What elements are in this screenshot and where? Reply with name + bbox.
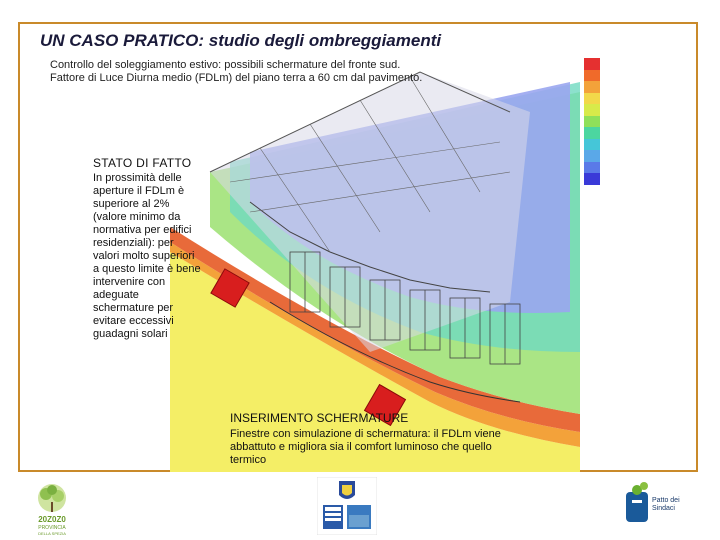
logo-left-text-1: 20Z0Z0 xyxy=(38,515,66,524)
patto-dei-sindaci-logo xyxy=(622,480,694,530)
logo-left-text-3: DELLA SPEZIA xyxy=(38,531,66,536)
existing-state-text: In prossimità delle aperture il FDLm è superiore al 2% (valore minimo da normativa per edifici residenziali): per valori molto superiori a questo limite è bene intervenire con adeguate schermature per evitare eccessivi guadagni solari xyxy=(93,172,201,340)
slide-frame xyxy=(18,22,698,472)
shading-text: Finestre con simulazione di schermatura: il FDLm viene abbattuto e migliora sia il comfort luminoso che quello termico xyxy=(230,428,501,466)
legend-swatch xyxy=(584,104,600,116)
patto-text-1: Patto dei xyxy=(652,497,680,504)
slide-title: UN CASO PRATICO: studio degli ombreggiamenti xyxy=(40,31,442,50)
legend-swatch xyxy=(584,81,600,93)
legend-swatch xyxy=(584,139,600,151)
legend-swatch xyxy=(584,58,600,70)
subtitle-line-1: Controllo del soleggiamento estivo: possibili schermature del fronte sud. xyxy=(50,59,401,71)
daylight-simulation-render xyxy=(170,52,580,472)
shading-heading: INSERIMENTO SCHERMATURE xyxy=(230,411,409,425)
patto-figure-icon xyxy=(626,492,648,522)
color-scale-legend xyxy=(584,58,600,185)
patto-text-2: Sindaci xyxy=(652,505,675,512)
subtitle-line-2: Fattore di Luce Diurna medio (FDLm) del piano terra a 60 cm dal pavimento. xyxy=(50,72,423,84)
slide-subtitle xyxy=(50,59,490,85)
legend-swatch xyxy=(584,150,600,162)
province-crest-logo xyxy=(317,477,377,535)
existing-state-heading: STATO DI FATTO xyxy=(93,156,192,170)
legend-swatch xyxy=(584,93,600,105)
legend-swatch xyxy=(584,162,600,174)
logo-left-text-2: PROVINCIA xyxy=(38,525,66,531)
legend-swatch xyxy=(584,173,600,185)
legend-swatch xyxy=(584,70,600,82)
provincia-spezia-logo xyxy=(24,478,80,536)
legend-swatch xyxy=(584,127,600,139)
legend-swatch xyxy=(584,116,600,128)
building-render-svg xyxy=(170,52,580,472)
